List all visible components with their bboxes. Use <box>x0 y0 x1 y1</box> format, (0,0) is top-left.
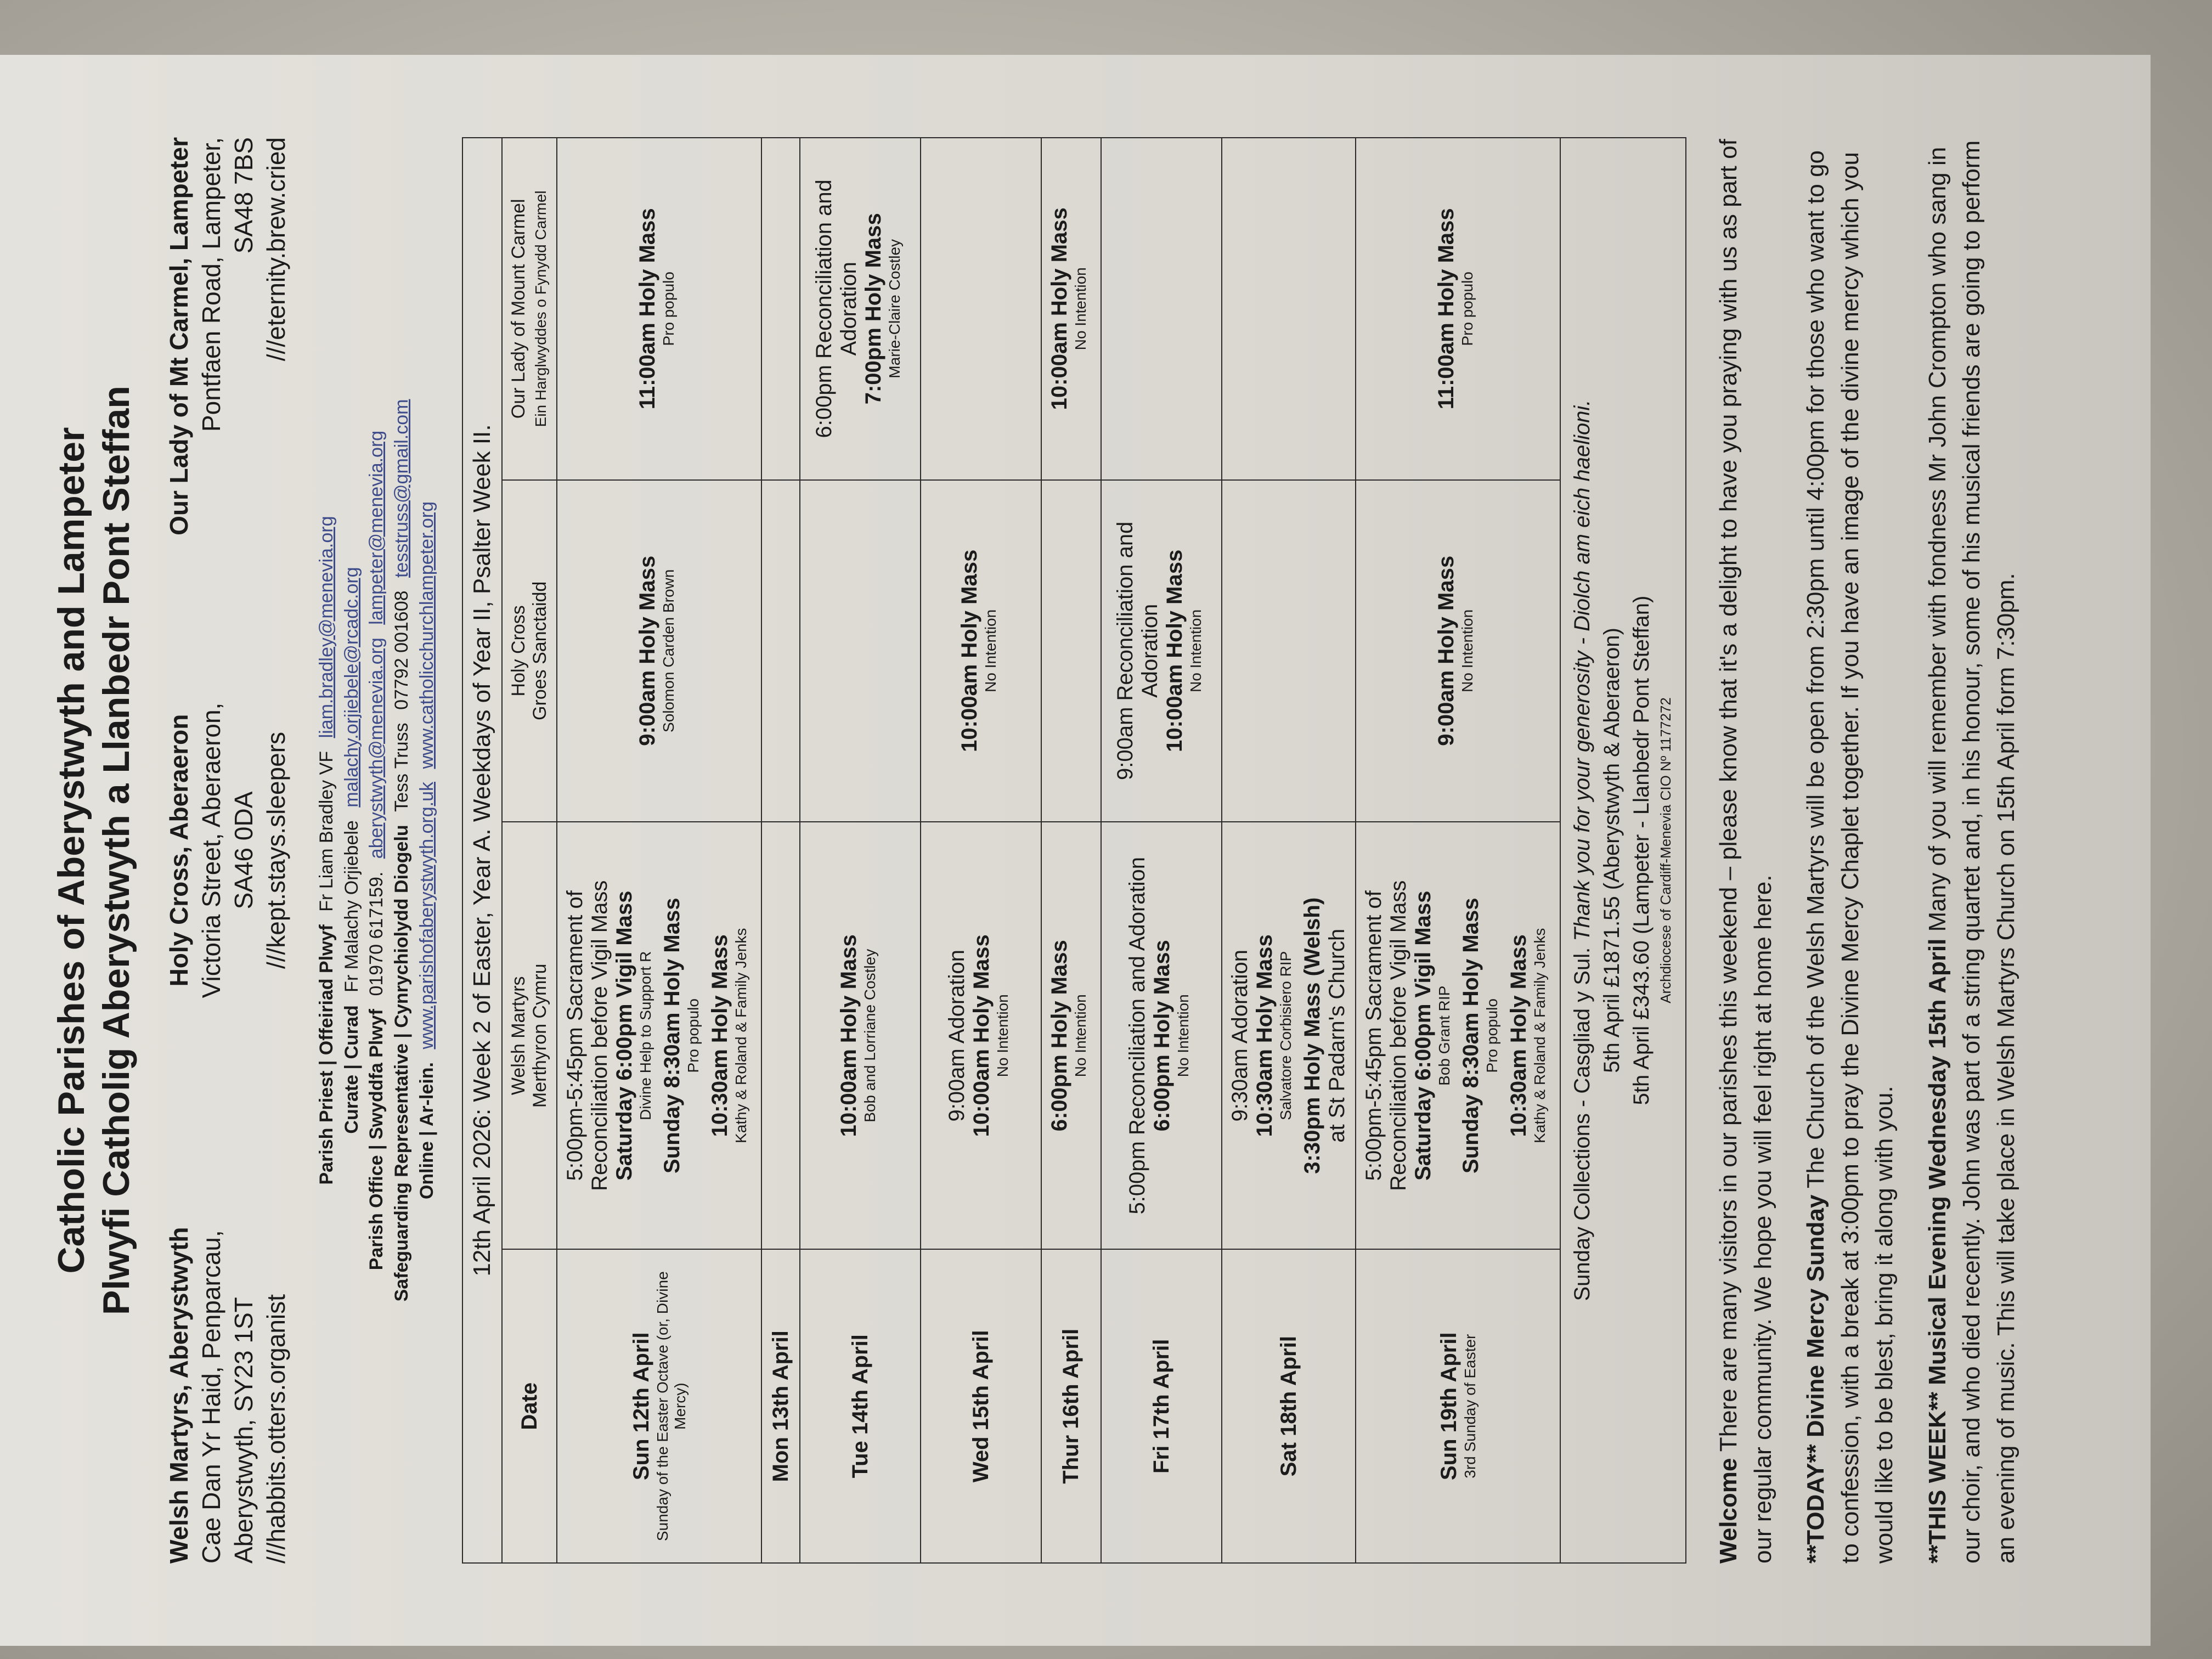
notices <box>1712 137 2023 1564</box>
priest-email-link[interactable]: liam.bradley@menevia.org <box>315 516 337 738</box>
header-our-lady: Our Lady of Mount Carmel Ein Harglwyddes o Fynydd Carmel <box>502 138 557 480</box>
collections-box: Sunday Collections - Casgliad y Sul. Thank you for your generosity - Diolch am eich haelioni. 5th April £1871.55 (Aberystwyth & Aberaeron) 5th April £343.60 (Lampeter - Llanbedr Pont Steffan) Archdiocese of Cardiff-Menevia CIO Nº 1177272 <box>1561 137 1686 1564</box>
address-holy-cross: Holy Cross, Aberaeron Victoria Street, Aberaeron, SA46 0DA ///kept.stays.sleepers <box>165 702 290 998</box>
contact-priest: Parish Priest | Offeiriad Plwyf Fr Liam Bradley VF liam.bradley@menevia.org <box>315 516 337 1185</box>
website-aberystwyth-link[interactable]: www.parishofaberystwyth.org.uk <box>416 781 438 1049</box>
table-row-mon-13: Mon 13th April <box>761 138 800 1563</box>
table-row-fri-17: Fri 17th April 5:00pm Reconciliation and Adoration 6:00pm Holy Mass No Intention 9:00am Reconciliation and Adoration 10:00am Holy Mass No Intention <box>1101 138 1222 1563</box>
table-row-sat-18: Sat 18th April 9:30am Adoration 10:30am Holy Mass Salvatore Corbisiero RIP 3:30pm Holy Mass (Welsh) at St Padarn's Church <box>1222 138 1356 1563</box>
website-lampeter-link[interactable]: www.catholicchurchlampeter.org <box>416 501 438 769</box>
address-our-lady: Our Lady of Mt Carmel, Lampeter Pontfaen Road, Lampeter, SA48 7BS ///eternity.brew.cried <box>165 137 290 535</box>
table-row-sun-19: Sun 19th April 3rd Sunday of Easter 5:00pm-5:45pm Sacrament of Reconciliation before Vigil Mass Saturday 6:00pm Vigil Mass Bob Grant RIP Sunday 8:30am Holy Mass Pro populo 10:30am Holy Mass Kathy & Roland & Family Jenks 9:00am Holy Mass No Intention 11:00am Holy Mass Pro populo <box>1356 138 1560 1563</box>
notice-today: **TODAY** Divine Mercy Sunday The Church of the Welsh Martyrs will be open from 2:30pm until 4:00pm for those who want to go to confession, with a break at 3:00pm to pray the Divine Mercy Chaplet together. If you have an image of the divine mercy which you would like to be blest, bring it along with you. <box>1802 150 1898 1564</box>
title-english: Catholic Parishes of Aberystwyth and Lampeter <box>50 427 92 1274</box>
contact-block <box>314 137 440 1564</box>
contact-online: Online | Ar-lein. www.parishofaberystwyth.org.uk www.catholicchurchlampeter.org <box>416 501 438 1200</box>
table-header-row <box>502 138 557 1563</box>
table-row-sun-12: Sun 12th April Sunday of the Easter Octave (or, Divine Mercy) 5:00pm-5:45pm Sacrament of Reconciliation before Vigil Mass Saturday 6:00pm Vigil Mass Divine Help to Support R Sunday 8:30am Holy Mass Pro populo 10:30am Holy Mass Kathy & Roland & Family Jenks 9:00am Holy Mass Solomon Carden Brown 11:00am Holy Mass Pro populo <box>557 138 761 1563</box>
parish-newsletter-sheet <box>0 55 2151 1646</box>
office-email-aberystwyth[interactable]: aberystwyth@menevia.org <box>366 637 387 859</box>
notice-welcome: Welcome There are many visitors in our parishes this weekend – please know that it's a delight to have you praying with us as part of our regular community. We hope you will feel right at home here. <box>1715 139 1776 1564</box>
safeguarding-email-link[interactable]: tesstruss@gmail.com <box>391 399 413 578</box>
schedule-caption: 12th April 2026: Week 2 of Easter, Year A. Weekdays of Year II, Psalter Week II. <box>462 137 501 1564</box>
curate-email-link[interactable]: malachy.orjiebele@rcadc.org <box>341 567 362 808</box>
mass-schedule-table <box>501 137 1561 1564</box>
table-row-wed-15: Wed 15th April 9:00am Adoration 10:00am Holy Mass No Intention 10:00am Holy Mass No Intention <box>921 138 1041 1563</box>
header-holy-cross: Holy Cross Groes Sanctaidd <box>502 480 557 822</box>
contact-safeguarding: Safeguarding Representative | Cynrychiolydd Diogelu Tess Truss 07792 001608 tesstruss@gmail.com <box>391 399 413 1302</box>
contact-office: Parish Office | Swyddfa Plwyf 01970 617159. aberystwyth@menevia.org lampeter@menevia.org <box>366 430 387 1271</box>
header-date: Date <box>502 1249 557 1563</box>
office-email-lampeter[interactable]: lampeter@menevia.org <box>366 430 387 625</box>
notice-this-week: **THIS WEEK** Musical Evening Wednesday 15th April Many of you will remember with fondness Mr John Crompton who sang in our choir, and who died recently. John was part of a string quartet and, in his honour, some of his musical friends are going to perform an evening of music. This will take place in Welsh Martyrs Church on 15th April form 7:30pm. <box>1923 140 2019 1564</box>
address-welsh-martyrs: Welsh Martyrs, Aberystwyth Cae Dan Yr Haid, Penparcau, Aberystwyth, SY23 1ST ///habbits.otters.organist <box>165 1227 290 1564</box>
contact-curate: Curate | Curad Fr Malachy Orjiebele malachy.orjiebele@rcadc.org <box>341 567 362 1134</box>
church-addresses <box>163 137 292 1564</box>
table-row-tue-14: Tue 14th April 10:00am Holy Mass Bob and Lorriane Costley 6:00pm Reconciliation and Adoration 7:00pm Holy Mass Marie-Claire Costley <box>800 138 921 1563</box>
table-row-thu-16: Thur 16th April 6:00pm Holy Mass No Intention 10:00am Holy Mass No Intention <box>1041 138 1101 1563</box>
title-welsh: Plwyfi Catholig Aberystwyth a Llanbedr Pont Steffan <box>95 386 137 1315</box>
header-welsh-martyrs: Welsh Martyrs Merthyron Cymru <box>502 822 557 1249</box>
